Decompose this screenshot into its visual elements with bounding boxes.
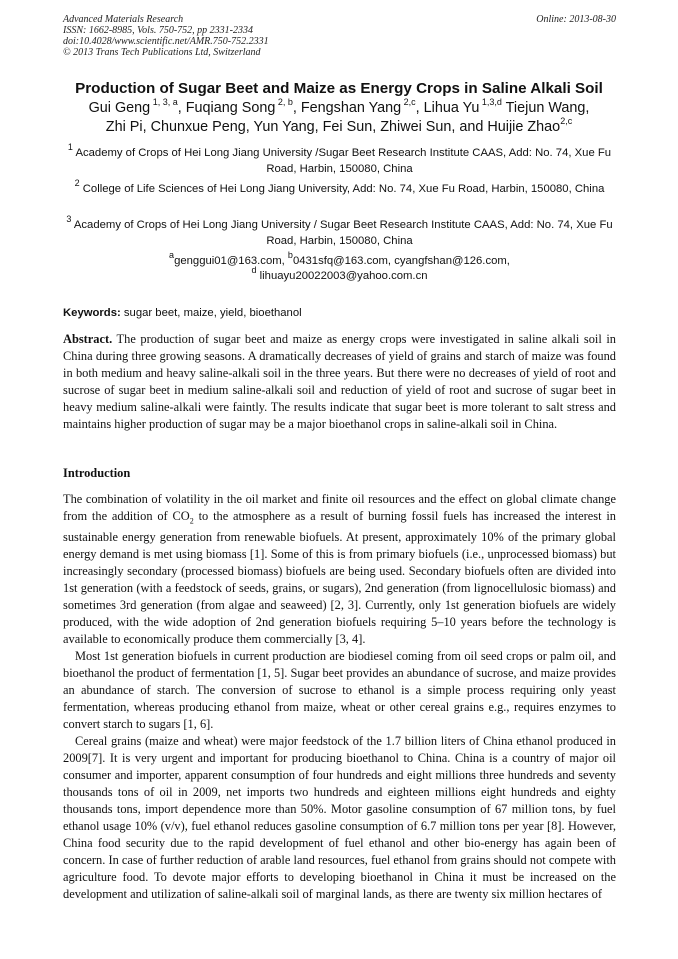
- journal-header: [63, 14, 616, 58]
- author-line-1: [40, 99, 638, 118]
- doi-line: doi:10.4028/www.scientific.net/AMR.750-752.2331: [63, 36, 269, 47]
- online-date: Online: 2013-08-30: [536, 14, 616, 25]
- author-name: Gui Geng: [88, 100, 151, 116]
- copyright-line: © 2013 Trans Tech Publications Ltd, Switzerland: [63, 47, 261, 58]
- affiliation-number: 3: [66, 214, 72, 225]
- keywords: [63, 306, 616, 321]
- section-heading-introduction: Introduction: [63, 466, 131, 480]
- co2-subscript: 2: [189, 516, 194, 526]
- keywords-label: Keywords:: [63, 307, 121, 319]
- author-emails: $^a$genggui01@163.com, $^b$0431sfq@163.com, cyangfshan@126.com, $^d$ lihuayu20022003@yahoo.com.cn: [169, 250, 510, 282]
- author-name: , Lihua Yu: [415, 100, 480, 116]
- author-list: [40, 99, 638, 137]
- introduction-body: [63, 491, 616, 903]
- email-b: 0431sfq@163.com, cyangfshan@126.com,: [292, 255, 510, 267]
- paragraph-text: The combination of volatility in the oil market and finite oil resources and the effect on global climate change from the addition of CO: [63, 492, 616, 523]
- author-line-2: [40, 118, 638, 137]
- keywords-text: sugar beet, maize, yield, bioethanol: [120, 307, 302, 319]
- affiliation-number: 2: [74, 178, 80, 189]
- affiliation-text: Academy of Crops of Hei Long Jiang University /Sugar Beet Research Institute CAAS, Add: No. 74, Xue Fu Road, Harbin, 150080, China: [75, 147, 612, 175]
- abstract: [63, 331, 616, 433]
- email-a: genggui01@163.com,: [174, 255, 288, 267]
- paragraph: Cereal grains (maize and wheat) were major feedstock of the 1.7 billion liters of China ethanol produced in 2009[7]. It is very urgent and important for producing bioethanol to China. China is a country of major oil consumer and importer, apparent consumption of four hundreds and eight millions three hundreds and seventy thousands tons of oil in 2009, net imports two hundreds and eighteen millions eight hundreds and eighty thousands tons, import dependence more than 50%. Motor gasoline consumption of 67 million tons, by fuel ethanol usage 10% (v/v), fuel ethanol reduces gasoline consumption of 6.7 million tons per year [8]. However, China food security due to the rapid development of fuel ethanol and other bio-energy has again been of concern. In case of further reduction of arable land resources, fuel ethanol from grains should not compete with agriculture food. To devote major efforts to developing bioethanol in China it must be increased on the development and utilization of saline-alkali soil of marginal lands, as there are twenty six million hectares of: [63, 734, 616, 902]
- author-name: Tiejun Wang,: [501, 100, 590, 116]
- author-names: Zhi Pi, Chunxue Peng, Yun Yang, Fei Sun, Zhiwei Sun, and Huijie Zhao: [105, 119, 561, 135]
- email-d: lihuayu20022003@yahoo.com.cn: [259, 270, 428, 282]
- author-sup: 1, 3, a: [150, 97, 178, 108]
- author-name: , Fengshan Yang: [292, 100, 402, 116]
- affiliation-1: [63, 142, 616, 177]
- affiliation-3: [63, 214, 616, 249]
- author-sup: 2, b: [275, 97, 293, 108]
- abstract-label: Abstract.: [63, 332, 113, 346]
- author-sup: 1,3,d: [479, 97, 502, 108]
- author-sup: 2,c: [560, 116, 573, 127]
- journal-name: Advanced Materials Research: [63, 14, 184, 25]
- issn-line: ISSN: 1662-8985, Vols. 750-752, pp 2331-2334: [63, 25, 253, 36]
- affiliation-text: Academy of Crops of Hei Long Jiang University / Sugar Beet Research Institute CAAS, Add: No. 74, Xue Fu Road, Harbin, 150080, China: [73, 219, 613, 247]
- author-sup: 2,c: [401, 97, 416, 108]
- paragraph: Most 1st generation biofuels in current production are biodiesel coming from oil seed crops or palm oil, and bioethanol the product of fermentation [1, 5]. Sugar beet provides an abundance of sucrose, and maize provides an abundance of starch. The conversion of sucrose to ethanol is a simple process requiring only yeast fermentation, whereas producing ethanol from maize, wheat or other cereal grains e.g., requires enzymes to convert starch to sugars [1, 6].: [63, 649, 616, 732]
- affiliation-number: 1: [67, 142, 73, 153]
- affiliation-2: [63, 178, 616, 197]
- affiliation-text: College of Life Sciences of Hei Long Jiang University, Add: No. 74, Xue Fu Road, Harbin, 150080, China: [82, 183, 605, 195]
- paragraph-text: to the atmosphere as a result of burning fossil fuels has increased the interest in sustainable energy generation from renewable biofuels. At present, approximately 10% of the primary global energy demand is met using biomass [1]. Some of this is from primary biofuels (i.e., unprocessed biomass) but increasingly secondary (processed biomass) biofuels are being used. Secondary biofuels often are divided into 1st generation (with a feedstock of seeds, grains, or sugars), 2nd generation (from lignocellulosic biomass) and sometimes 3rd generation (from algae and seaweed) [2, 3]. Currently, only 1st generation biofuels are widely produced, with the wide adoption of 2nd generation biofuels requiring 5–10 years before the technology is available to economically produce them commercially [3, 4].: [63, 509, 616, 647]
- paper-title: Production of Sugar Beet and Maize as Energy Crops in Saline Alkali Soil: [75, 80, 603, 97]
- abstract-text: The production of sugar beet and maize as energy crops were investigated in saline alkali soil in China during three growing seasons. A dramatically decreases of yield of grains and starch of maize was found in both medium and heavy saline-alkali soil in the three years. But there were no decreases of yield of root and sucrose of sugar beet in medium saline-alkali soil and reduction of yield of root and sucrose of sugar beet in heavy medium saline-alkali were faintly. The results indicate that sugar beet is more tolerant to salt stress and maintains higher production of sugar may be a major bioethanol crops in saline-alkali soil in China.: [63, 332, 616, 431]
- author-name: , Fuqiang Song: [177, 100, 276, 116]
- paragraph: [63, 491, 616, 648]
